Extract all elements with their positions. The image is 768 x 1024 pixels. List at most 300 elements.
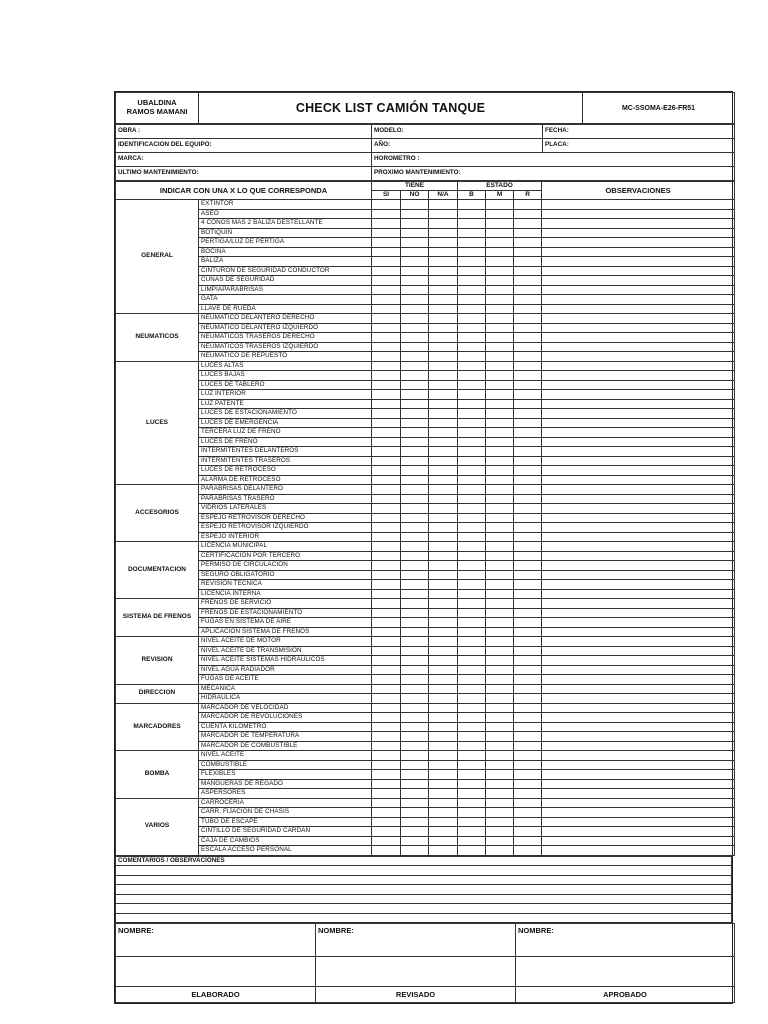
check-cell-b[interactable]	[458, 475, 486, 485]
check-cell-m[interactable]	[486, 627, 514, 637]
check-cell-na[interactable]	[429, 608, 458, 618]
check-cell-b[interactable]	[458, 466, 486, 476]
check-cell-no[interactable]	[401, 504, 429, 514]
check-cell-na[interactable]	[429, 665, 458, 675]
check-cell-m[interactable]	[486, 836, 514, 846]
observation-cell[interactable]	[542, 333, 735, 343]
observation-cell[interactable]	[542, 542, 735, 552]
check-cell-si[interactable]	[372, 684, 401, 694]
check-cell-m[interactable]	[486, 494, 514, 504]
check-cell-na[interactable]	[429, 456, 458, 466]
observation-cell[interactable]	[542, 447, 735, 457]
check-cell-m[interactable]	[486, 846, 514, 856]
check-cell-r[interactable]	[514, 333, 542, 343]
check-cell-no[interactable]	[401, 228, 429, 238]
check-cell-na[interactable]	[429, 209, 458, 219]
check-cell-b[interactable]	[458, 627, 486, 637]
check-cell-m[interactable]	[486, 456, 514, 466]
observation-cell[interactable]	[542, 257, 735, 267]
check-cell-m[interactable]	[486, 295, 514, 305]
check-cell-m[interactable]	[486, 732, 514, 742]
check-cell-na[interactable]	[429, 646, 458, 656]
nombre-revisado[interactable]: NOMBRE:	[316, 924, 516, 957]
check-cell-b[interactable]	[458, 380, 486, 390]
check-cell-b[interactable]	[458, 447, 486, 457]
check-cell-m[interactable]	[486, 276, 514, 286]
check-cell-na[interactable]	[429, 542, 458, 552]
check-cell-na[interactable]	[429, 238, 458, 248]
check-cell-b[interactable]	[458, 390, 486, 400]
check-cell-b[interactable]	[458, 494, 486, 504]
check-cell-na[interactable]	[429, 342, 458, 352]
check-cell-si[interactable]	[372, 523, 401, 533]
check-cell-no[interactable]	[401, 789, 429, 799]
check-cell-r[interactable]	[514, 846, 542, 856]
check-cell-r[interactable]	[514, 836, 542, 846]
check-cell-no[interactable]	[401, 247, 429, 257]
check-cell-no[interactable]	[401, 713, 429, 723]
check-cell-m[interactable]	[486, 741, 514, 751]
check-cell-si[interactable]	[372, 580, 401, 590]
check-cell-b[interactable]	[458, 580, 486, 590]
check-cell-m[interactable]	[486, 684, 514, 694]
observation-cell[interactable]	[542, 352, 735, 362]
check-cell-si[interactable]	[372, 551, 401, 561]
identificacion-field[interactable]: IDENTIFICACION DEL EQUIPO:	[116, 139, 372, 153]
observation-cell[interactable]	[542, 589, 735, 599]
check-cell-na[interactable]	[429, 247, 458, 257]
observation-cell[interactable]	[542, 646, 735, 656]
observation-cell[interactable]	[542, 209, 735, 219]
check-cell-no[interactable]	[401, 561, 429, 571]
check-cell-m[interactable]	[486, 352, 514, 362]
fecha-field[interactable]: FECHA:	[543, 125, 735, 139]
check-cell-m[interactable]	[486, 428, 514, 438]
check-cell-b[interactable]	[458, 542, 486, 552]
check-cell-no[interactable]	[401, 808, 429, 818]
check-cell-si[interactable]	[372, 209, 401, 219]
check-cell-si[interactable]	[372, 323, 401, 333]
check-cell-no[interactable]	[401, 219, 429, 229]
check-cell-no[interactable]	[401, 523, 429, 533]
check-cell-b[interactable]	[458, 608, 486, 618]
check-cell-si[interactable]	[372, 789, 401, 799]
check-cell-b[interactable]	[458, 637, 486, 647]
check-cell-r[interactable]	[514, 646, 542, 656]
check-cell-si[interactable]	[372, 390, 401, 400]
check-cell-no[interactable]	[401, 827, 429, 837]
check-cell-b[interactable]	[458, 266, 486, 276]
check-cell-no[interactable]	[401, 760, 429, 770]
check-cell-na[interactable]	[429, 352, 458, 362]
observation-cell[interactable]	[542, 665, 735, 675]
check-cell-no[interactable]	[401, 618, 429, 628]
check-cell-r[interactable]	[514, 466, 542, 476]
check-cell-na[interactable]	[429, 751, 458, 761]
check-cell-si[interactable]	[372, 285, 401, 295]
observation-cell[interactable]	[542, 608, 735, 618]
check-cell-si[interactable]	[372, 836, 401, 846]
check-cell-no[interactable]	[401, 608, 429, 618]
check-cell-b[interactable]	[458, 561, 486, 571]
check-cell-r[interactable]	[514, 589, 542, 599]
check-cell-no[interactable]	[401, 542, 429, 552]
check-cell-m[interactable]	[486, 409, 514, 419]
check-cell-si[interactable]	[372, 380, 401, 390]
check-cell-si[interactable]	[372, 542, 401, 552]
check-cell-m[interactable]	[486, 608, 514, 618]
check-cell-no[interactable]	[401, 456, 429, 466]
check-cell-na[interactable]	[429, 703, 458, 713]
comment-line-cell[interactable]	[116, 894, 732, 904]
check-cell-na[interactable]	[429, 627, 458, 637]
check-cell-na[interactable]	[429, 475, 458, 485]
check-cell-si[interactable]	[372, 770, 401, 780]
check-cell-m[interactable]	[486, 228, 514, 238]
check-cell-m[interactable]	[486, 304, 514, 314]
check-cell-b[interactable]	[458, 741, 486, 751]
check-cell-si[interactable]	[372, 437, 401, 447]
check-cell-si[interactable]	[372, 532, 401, 542]
observation-cell[interactable]	[542, 513, 735, 523]
check-cell-si[interactable]	[372, 475, 401, 485]
check-cell-b[interactable]	[458, 437, 486, 447]
check-cell-no[interactable]	[401, 694, 429, 704]
observation-cell[interactable]	[542, 266, 735, 276]
firma-elaborado[interactable]	[116, 957, 316, 987]
check-cell-na[interactable]	[429, 447, 458, 457]
check-cell-b[interactable]	[458, 703, 486, 713]
check-cell-si[interactable]	[372, 447, 401, 457]
check-cell-m[interactable]	[486, 257, 514, 267]
check-cell-si[interactable]	[372, 428, 401, 438]
check-cell-si[interactable]	[372, 371, 401, 381]
check-cell-no[interactable]	[401, 466, 429, 476]
check-cell-b[interactable]	[458, 456, 486, 466]
observation-cell[interactable]	[542, 418, 735, 428]
check-cell-r[interactable]	[514, 342, 542, 352]
check-cell-r[interactable]	[514, 238, 542, 248]
check-cell-m[interactable]	[486, 675, 514, 685]
check-cell-si[interactable]	[372, 741, 401, 751]
check-cell-r[interactable]	[514, 257, 542, 267]
check-cell-b[interactable]	[458, 333, 486, 343]
comment-line-cell[interactable]	[116, 904, 732, 914]
check-cell-no[interactable]	[401, 342, 429, 352]
check-cell-r[interactable]	[514, 827, 542, 837]
check-cell-si[interactable]	[372, 238, 401, 248]
check-cell-m[interactable]	[486, 399, 514, 409]
check-cell-b[interactable]	[458, 200, 486, 210]
observation-cell[interactable]	[542, 760, 735, 770]
check-cell-b[interactable]	[458, 751, 486, 761]
observation-cell[interactable]	[542, 342, 735, 352]
anio-field[interactable]: AÑO:	[372, 139, 543, 153]
check-cell-m[interactable]	[486, 779, 514, 789]
check-cell-r[interactable]	[514, 580, 542, 590]
check-cell-na[interactable]	[429, 323, 458, 333]
check-cell-b[interactable]	[458, 760, 486, 770]
check-cell-r[interactable]	[514, 447, 542, 457]
nombre-aprobado[interactable]: NOMBRE:	[516, 924, 735, 957]
check-cell-no[interactable]	[401, 380, 429, 390]
observation-cell[interactable]	[542, 314, 735, 324]
check-cell-no[interactable]	[401, 599, 429, 609]
check-cell-m[interactable]	[486, 447, 514, 457]
check-cell-b[interactable]	[458, 675, 486, 685]
check-cell-na[interactable]	[429, 304, 458, 314]
check-cell-si[interactable]	[372, 665, 401, 675]
check-cell-na[interactable]	[429, 589, 458, 599]
observation-cell[interactable]	[542, 580, 735, 590]
check-cell-si[interactable]	[372, 314, 401, 324]
check-cell-r[interactable]	[514, 798, 542, 808]
check-cell-b[interactable]	[458, 618, 486, 628]
check-cell-m[interactable]	[486, 361, 514, 371]
check-cell-r[interactable]	[514, 304, 542, 314]
observation-cell[interactable]	[542, 399, 735, 409]
check-cell-r[interactable]	[514, 741, 542, 751]
check-cell-b[interactable]	[458, 589, 486, 599]
check-cell-m[interactable]	[486, 827, 514, 837]
observation-cell[interactable]	[542, 827, 735, 837]
observation-cell[interactable]	[542, 789, 735, 799]
check-cell-no[interactable]	[401, 390, 429, 400]
check-cell-m[interactable]	[486, 561, 514, 571]
observation-cell[interactable]	[542, 494, 735, 504]
check-cell-b[interactable]	[458, 570, 486, 580]
check-cell-no[interactable]	[401, 665, 429, 675]
check-cell-m[interactable]	[486, 751, 514, 761]
check-cell-na[interactable]	[429, 713, 458, 723]
check-cell-na[interactable]	[429, 513, 458, 523]
check-cell-r[interactable]	[514, 295, 542, 305]
check-cell-r[interactable]	[514, 228, 542, 238]
check-cell-b[interactable]	[458, 219, 486, 229]
check-cell-m[interactable]	[486, 808, 514, 818]
check-cell-si[interactable]	[372, 846, 401, 856]
placa-field[interactable]: PLACA:	[543, 139, 735, 153]
observation-cell[interactable]	[542, 475, 735, 485]
check-cell-b[interactable]	[458, 285, 486, 295]
check-cell-si[interactable]	[372, 760, 401, 770]
observation-cell[interactable]	[542, 703, 735, 713]
observation-cell[interactable]	[542, 836, 735, 846]
observation-cell[interactable]	[542, 656, 735, 666]
check-cell-na[interactable]	[429, 409, 458, 419]
check-cell-m[interactable]	[486, 570, 514, 580]
check-cell-si[interactable]	[372, 599, 401, 609]
observation-cell[interactable]	[542, 466, 735, 476]
check-cell-no[interactable]	[401, 418, 429, 428]
check-cell-r[interactable]	[514, 542, 542, 552]
check-cell-si[interactable]	[372, 713, 401, 723]
observation-cell[interactable]	[542, 371, 735, 381]
check-cell-m[interactable]	[486, 817, 514, 827]
check-cell-na[interactable]	[429, 599, 458, 609]
check-cell-r[interactable]	[514, 314, 542, 324]
check-cell-no[interactable]	[401, 257, 429, 267]
check-cell-si[interactable]	[372, 247, 401, 257]
check-cell-si[interactable]	[372, 399, 401, 409]
check-cell-no[interactable]	[401, 770, 429, 780]
check-cell-no[interactable]	[401, 846, 429, 856]
check-cell-si[interactable]	[372, 675, 401, 685]
check-cell-no[interactable]	[401, 200, 429, 210]
check-cell-m[interactable]	[486, 504, 514, 514]
check-cell-m[interactable]	[486, 390, 514, 400]
observation-cell[interactable]	[542, 732, 735, 742]
observation-cell[interactable]	[542, 751, 735, 761]
check-cell-r[interactable]	[514, 513, 542, 523]
check-cell-b[interactable]	[458, 779, 486, 789]
check-cell-b[interactable]	[458, 247, 486, 257]
check-cell-si[interactable]	[372, 694, 401, 704]
observation-cell[interactable]	[542, 485, 735, 495]
observation-cell[interactable]	[542, 523, 735, 533]
check-cell-no[interactable]	[401, 656, 429, 666]
check-cell-r[interactable]	[514, 722, 542, 732]
observation-cell[interactable]	[542, 627, 735, 637]
check-cell-no[interactable]	[401, 409, 429, 419]
check-cell-r[interactable]	[514, 656, 542, 666]
observation-cell[interactable]	[542, 428, 735, 438]
check-cell-m[interactable]	[486, 542, 514, 552]
observation-cell[interactable]	[542, 228, 735, 238]
check-cell-si[interactable]	[372, 732, 401, 742]
check-cell-r[interactable]	[514, 618, 542, 628]
check-cell-r[interactable]	[514, 247, 542, 257]
check-cell-na[interactable]	[429, 836, 458, 846]
check-cell-b[interactable]	[458, 371, 486, 381]
observation-cell[interactable]	[542, 637, 735, 647]
check-cell-m[interactable]	[486, 466, 514, 476]
check-cell-r[interactable]	[514, 627, 542, 637]
check-cell-si[interactable]	[372, 257, 401, 267]
check-cell-na[interactable]	[429, 722, 458, 732]
observation-cell[interactable]	[542, 276, 735, 286]
check-cell-m[interactable]	[486, 580, 514, 590]
check-cell-r[interactable]	[514, 817, 542, 827]
check-cell-no[interactable]	[401, 485, 429, 495]
check-cell-r[interactable]	[514, 532, 542, 542]
check-cell-r[interactable]	[514, 494, 542, 504]
check-cell-na[interactable]	[429, 808, 458, 818]
check-cell-r[interactable]	[514, 266, 542, 276]
check-cell-r[interactable]	[514, 551, 542, 561]
check-cell-si[interactable]	[372, 589, 401, 599]
check-cell-na[interactable]	[429, 504, 458, 514]
check-cell-r[interactable]	[514, 684, 542, 694]
check-cell-si[interactable]	[372, 342, 401, 352]
observation-cell[interactable]	[542, 741, 735, 751]
check-cell-m[interactable]	[486, 532, 514, 542]
check-cell-b[interactable]	[458, 209, 486, 219]
check-cell-r[interactable]	[514, 285, 542, 295]
check-cell-na[interactable]	[429, 276, 458, 286]
check-cell-m[interactable]	[486, 371, 514, 381]
check-cell-no[interactable]	[401, 475, 429, 485]
check-cell-r[interactable]	[514, 599, 542, 609]
observation-cell[interactable]	[542, 437, 735, 447]
check-cell-si[interactable]	[372, 219, 401, 229]
check-cell-si[interactable]	[372, 637, 401, 647]
check-cell-na[interactable]	[429, 333, 458, 343]
check-cell-no[interactable]	[401, 447, 429, 457]
observation-cell[interactable]	[542, 684, 735, 694]
check-cell-si[interactable]	[372, 722, 401, 732]
check-cell-no[interactable]	[401, 494, 429, 504]
check-cell-b[interactable]	[458, 551, 486, 561]
check-cell-m[interactable]	[486, 618, 514, 628]
check-cell-r[interactable]	[514, 732, 542, 742]
check-cell-m[interactable]	[486, 342, 514, 352]
observation-cell[interactable]	[542, 798, 735, 808]
observation-cell[interactable]	[542, 618, 735, 628]
check-cell-si[interactable]	[372, 304, 401, 314]
check-cell-r[interactable]	[514, 675, 542, 685]
check-cell-r[interactable]	[514, 770, 542, 780]
check-cell-na[interactable]	[429, 219, 458, 229]
check-cell-b[interactable]	[458, 665, 486, 675]
check-cell-r[interactable]	[514, 523, 542, 533]
check-cell-si[interactable]	[372, 361, 401, 371]
check-cell-m[interactable]	[486, 314, 514, 324]
check-cell-na[interactable]	[429, 390, 458, 400]
check-cell-no[interactable]	[401, 238, 429, 248]
check-cell-no[interactable]	[401, 399, 429, 409]
check-cell-si[interactable]	[372, 779, 401, 789]
check-cell-no[interactable]	[401, 836, 429, 846]
check-cell-b[interactable]	[458, 352, 486, 362]
check-cell-si[interactable]	[372, 228, 401, 238]
check-cell-si[interactable]	[372, 418, 401, 428]
check-cell-si[interactable]	[372, 409, 401, 419]
check-cell-b[interactable]	[458, 656, 486, 666]
check-cell-si[interactable]	[372, 504, 401, 514]
check-cell-m[interactable]	[486, 770, 514, 780]
check-cell-no[interactable]	[401, 352, 429, 362]
check-cell-si[interactable]	[372, 570, 401, 580]
check-cell-no[interactable]	[401, 589, 429, 599]
check-cell-no[interactable]	[401, 570, 429, 580]
check-cell-na[interactable]	[429, 561, 458, 571]
check-cell-b[interactable]	[458, 323, 486, 333]
check-cell-m[interactable]	[486, 485, 514, 495]
check-cell-b[interactable]	[458, 314, 486, 324]
check-cell-na[interactable]	[429, 817, 458, 827]
check-cell-b[interactable]	[458, 257, 486, 267]
observation-cell[interactable]	[542, 285, 735, 295]
check-cell-na[interactable]	[429, 428, 458, 438]
check-cell-na[interactable]	[429, 637, 458, 647]
check-cell-si[interactable]	[372, 561, 401, 571]
check-cell-no[interactable]	[401, 551, 429, 561]
check-cell-na[interactable]	[429, 779, 458, 789]
check-cell-na[interactable]	[429, 570, 458, 580]
check-cell-no[interactable]	[401, 314, 429, 324]
check-cell-b[interactable]	[458, 694, 486, 704]
check-cell-m[interactable]	[486, 266, 514, 276]
check-cell-r[interactable]	[514, 352, 542, 362]
check-cell-b[interactable]	[458, 523, 486, 533]
check-cell-b[interactable]	[458, 532, 486, 542]
check-cell-b[interactable]	[458, 684, 486, 694]
observation-cell[interactable]	[542, 713, 735, 723]
check-cell-r[interactable]	[514, 371, 542, 381]
check-cell-si[interactable]	[372, 608, 401, 618]
check-cell-na[interactable]	[429, 827, 458, 837]
